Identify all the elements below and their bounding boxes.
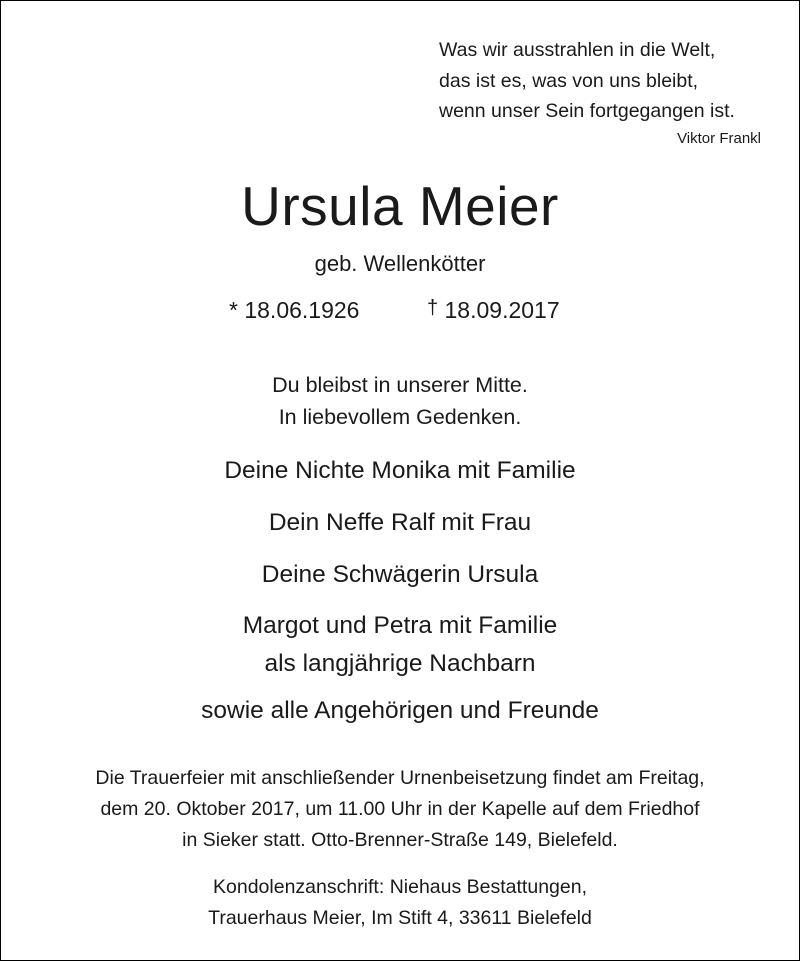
- mourner-entry: sowie alle Angehörigen und Freunde: [201, 697, 599, 724]
- condolence-address: [1, 872, 799, 934]
- motto-line: Du bleibst in unserer Mitte.: [272, 373, 528, 397]
- quote-author: Viktor Frankl: [677, 130, 761, 147]
- birth-symbol: *: [229, 297, 238, 323]
- death-date: 18.09.2017: [444, 297, 560, 323]
- mourner-entry: Deine Nichte Monika mit Familie: [224, 457, 576, 484]
- motto-line: In liebevollem Gedenken.: [278, 405, 522, 429]
- deceased-name: Ursula Meier: [241, 175, 559, 237]
- ceremony-line: dem 20. Oktober 2017, um 11.00 Uhr in der Kapelle auf dem Friedhof: [100, 798, 700, 820]
- dagger-icon: †: [427, 297, 439, 319]
- mourner-entry: Deine Schwägerin Ursula: [261, 561, 539, 588]
- death-date-group: [427, 297, 560, 324]
- quote-line: das ist es, was von uns bleibt,: [439, 69, 699, 92]
- mourner-entry: Dein Neffe Ralf mit Frau: [268, 509, 532, 536]
- ceremony-info: [1, 763, 799, 856]
- motto: [1, 369, 799, 433]
- condolence-line: Trauerhaus Meier, Im Stift 4, 33611 Bielefeld: [208, 907, 592, 929]
- quote-line: Was wir ausstrahlen in die Welt,: [439, 39, 716, 61]
- birth-date: 18.06.1926: [244, 297, 360, 323]
- maiden-name: geb. Wellenkötter: [314, 251, 486, 276]
- mourner-entry: als langjährige Nachbarn: [264, 650, 536, 677]
- ceremony-line: Die Trauerfeier mit anschließender Urnenbeisetzung findet am Freitag,: [95, 767, 705, 789]
- condolence-line: Kondolenzanschrift: Niehaus Bestattungen,: [213, 876, 587, 898]
- ceremony-line: in Sieker statt. Otto-Brenner-Straße 149, Bielefeld.: [182, 829, 618, 851]
- quote-line: wenn unser Sein fortgegangen ist.: [439, 100, 735, 122]
- mourner-entry: Margot und Petra mit Familie: [242, 612, 558, 639]
- quote-block: [401, 35, 761, 127]
- birth-date-group: [229, 297, 359, 324]
